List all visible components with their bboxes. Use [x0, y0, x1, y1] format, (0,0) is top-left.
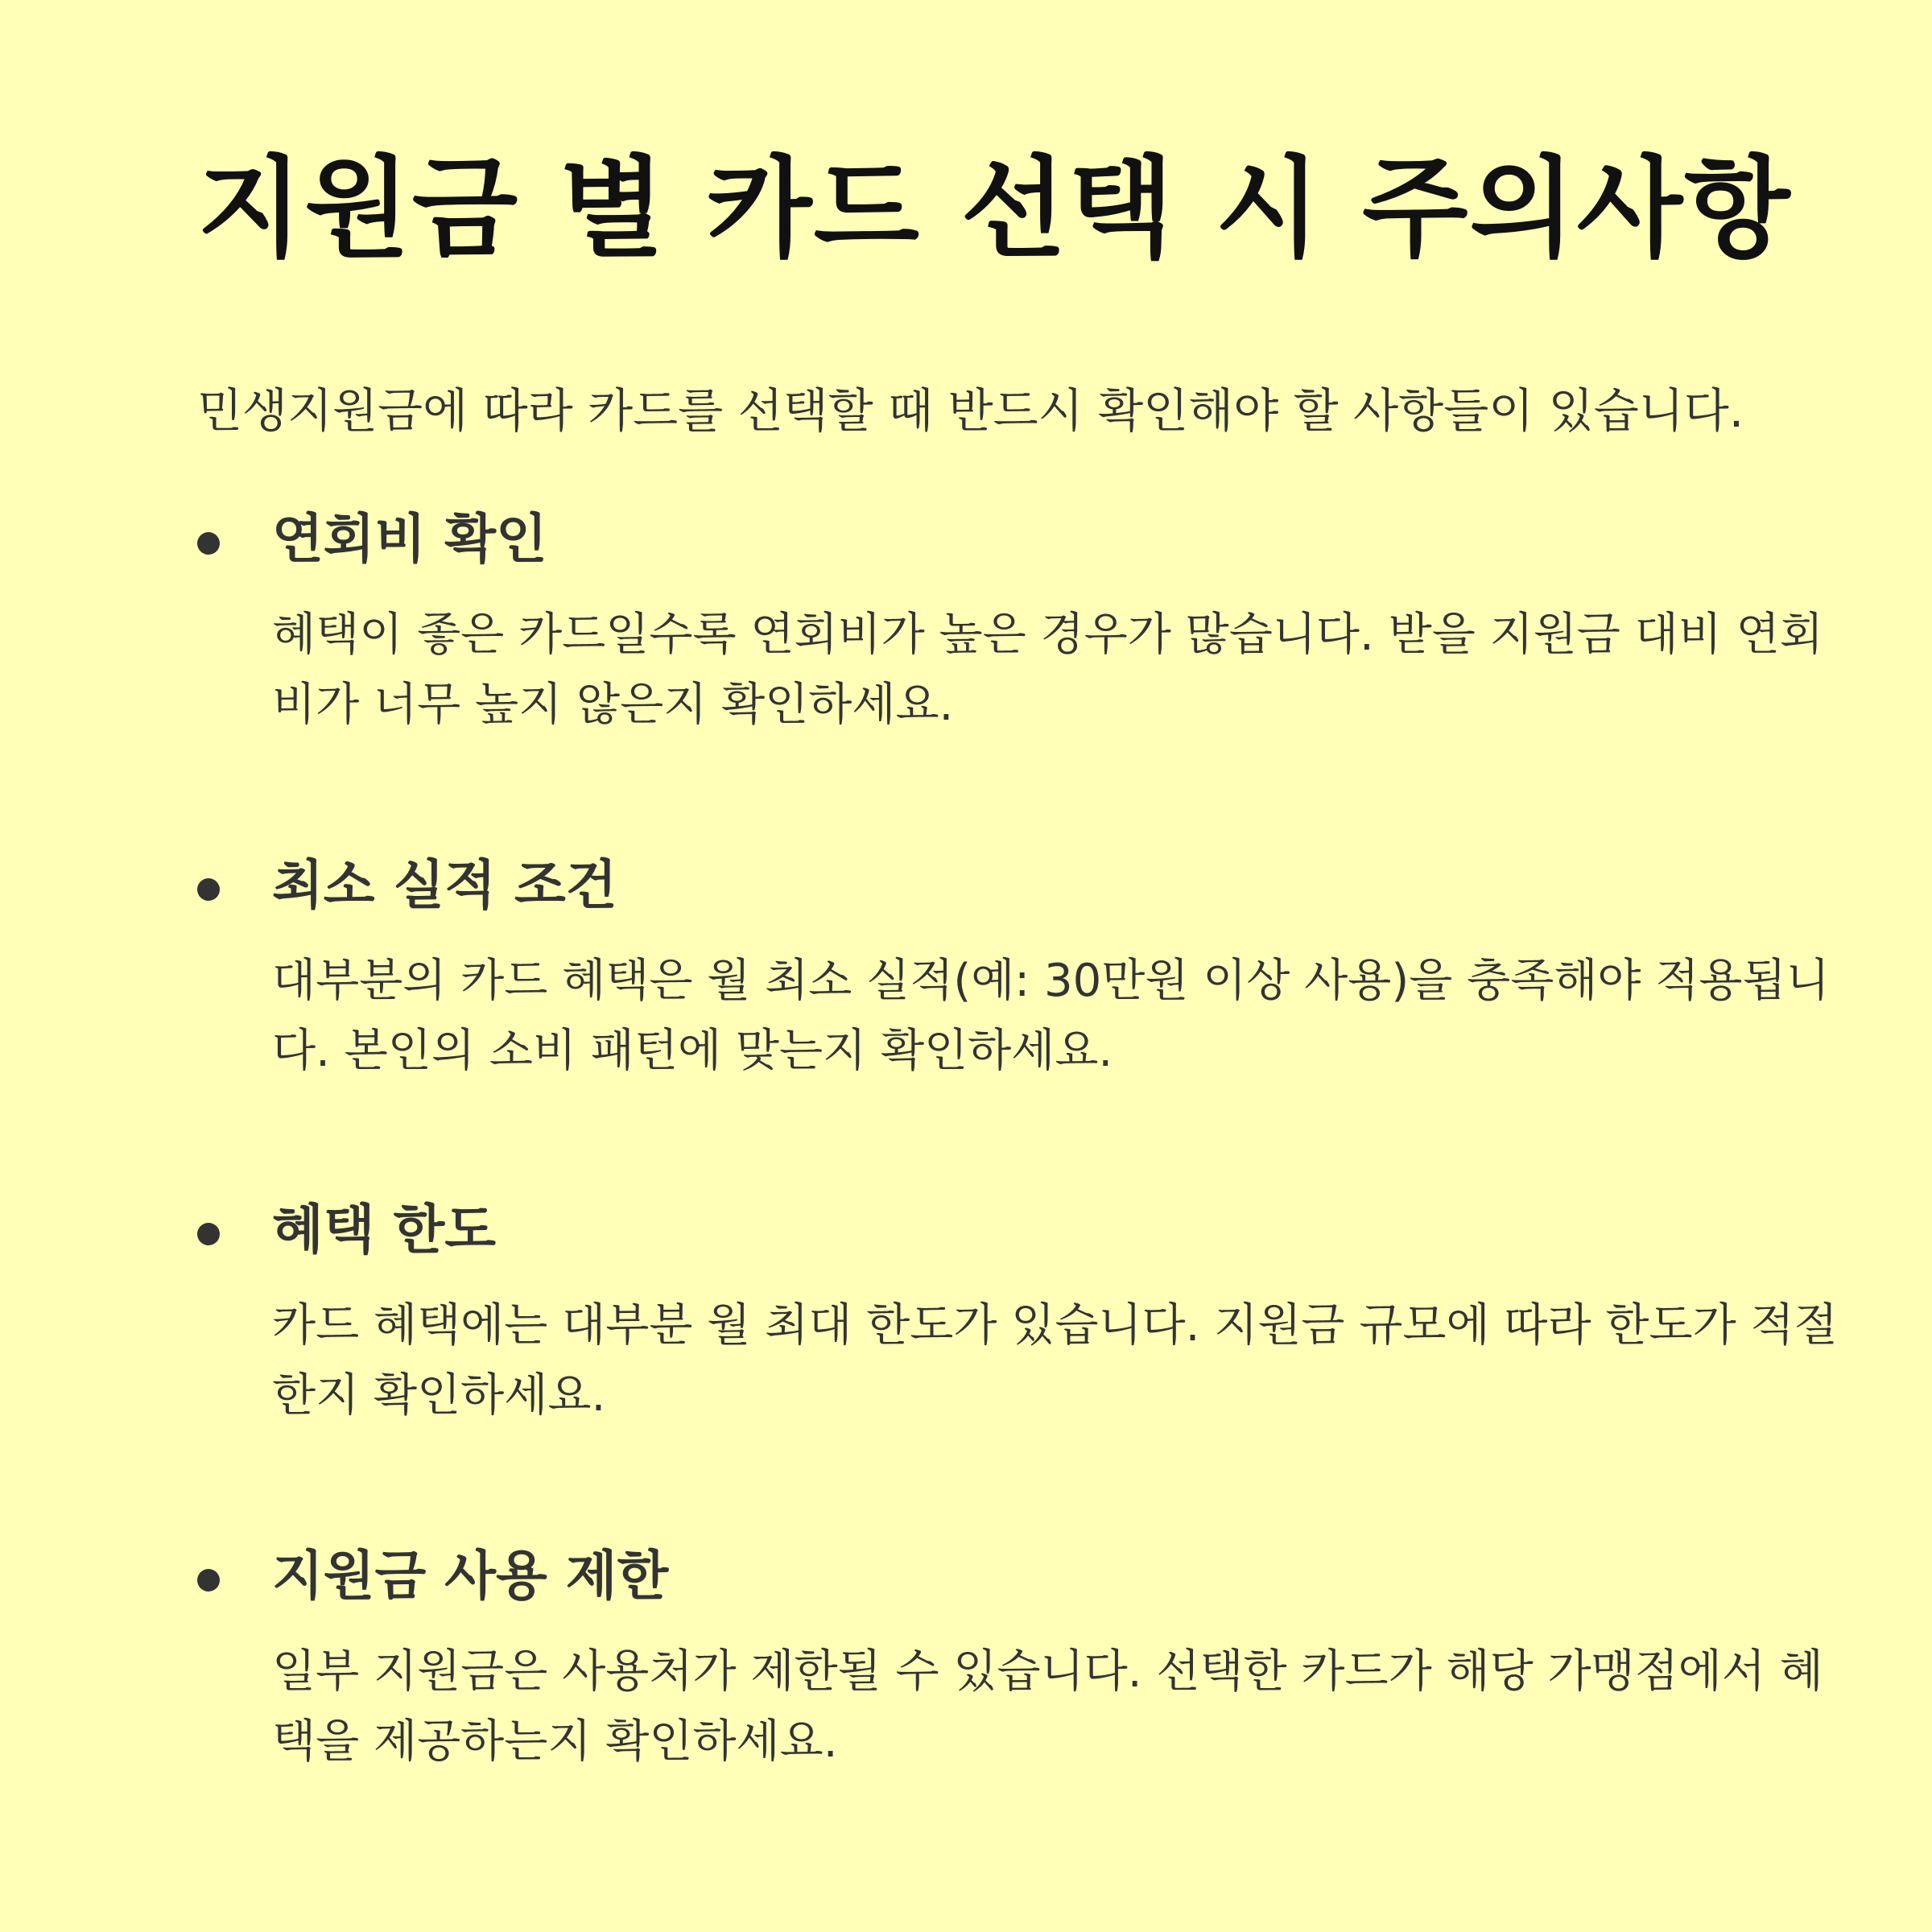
page-title: 지원금 별 카드 선택 시 주의사항	[197, 146, 1792, 273]
bullet-icon	[197, 878, 220, 901]
section-header	[197, 1540, 1771, 1612]
section-title: 지원금 사용 제한	[272, 1545, 669, 1607]
section-benefit-limit	[197, 1194, 1838, 1430]
intro-text: 민생지원금에 따라 카드를 선택할 때 반드시 확인해야 할 사항들이 있습니다.	[197, 383, 1744, 438]
section-minimum-spending	[197, 849, 1830, 1086]
section-title: 혜택 한도	[272, 1199, 497, 1261]
section-title: 연회비 확인	[272, 508, 547, 570]
section-body: 혜택이 좋은 카드일수록 연회비가 높은 경우가 많습니다. 받을 지원금 대비 연회비가 너무 높지 않은지 확인하세요.	[272, 609, 1823, 731]
section-annual-fee	[197, 503, 1823, 740]
section-body: 카드 혜택에는 대부분 월 최대 한도가 있습니다. 지원금 규모에 따라 한도가 적절한지 확인하세요.	[272, 1299, 1838, 1422]
bullet-icon	[197, 532, 220, 555]
section-header	[197, 1194, 1771, 1266]
section-body: 일부 지원금은 사용처가 제한될 수 있습니다. 선택한 카드가 해당 가맹점에서 혜택을 제공하는지 확인하세요.	[272, 1645, 1823, 1768]
section-title: 최소 실적 조건	[272, 854, 617, 916]
section-usage-restriction	[197, 1540, 1823, 1777]
bullet-icon	[197, 1569, 220, 1591]
section-body: 대부분의 카드 혜택은 월 최소 실적(예: 30만원 이상 사용)을 충족해야 적용됩니다. 본인의 소비 패턴에 맞는지 확인하세요.	[272, 955, 1830, 1077]
section-header	[197, 849, 1771, 922]
section-header	[197, 503, 1771, 576]
bullet-icon	[197, 1223, 220, 1245]
